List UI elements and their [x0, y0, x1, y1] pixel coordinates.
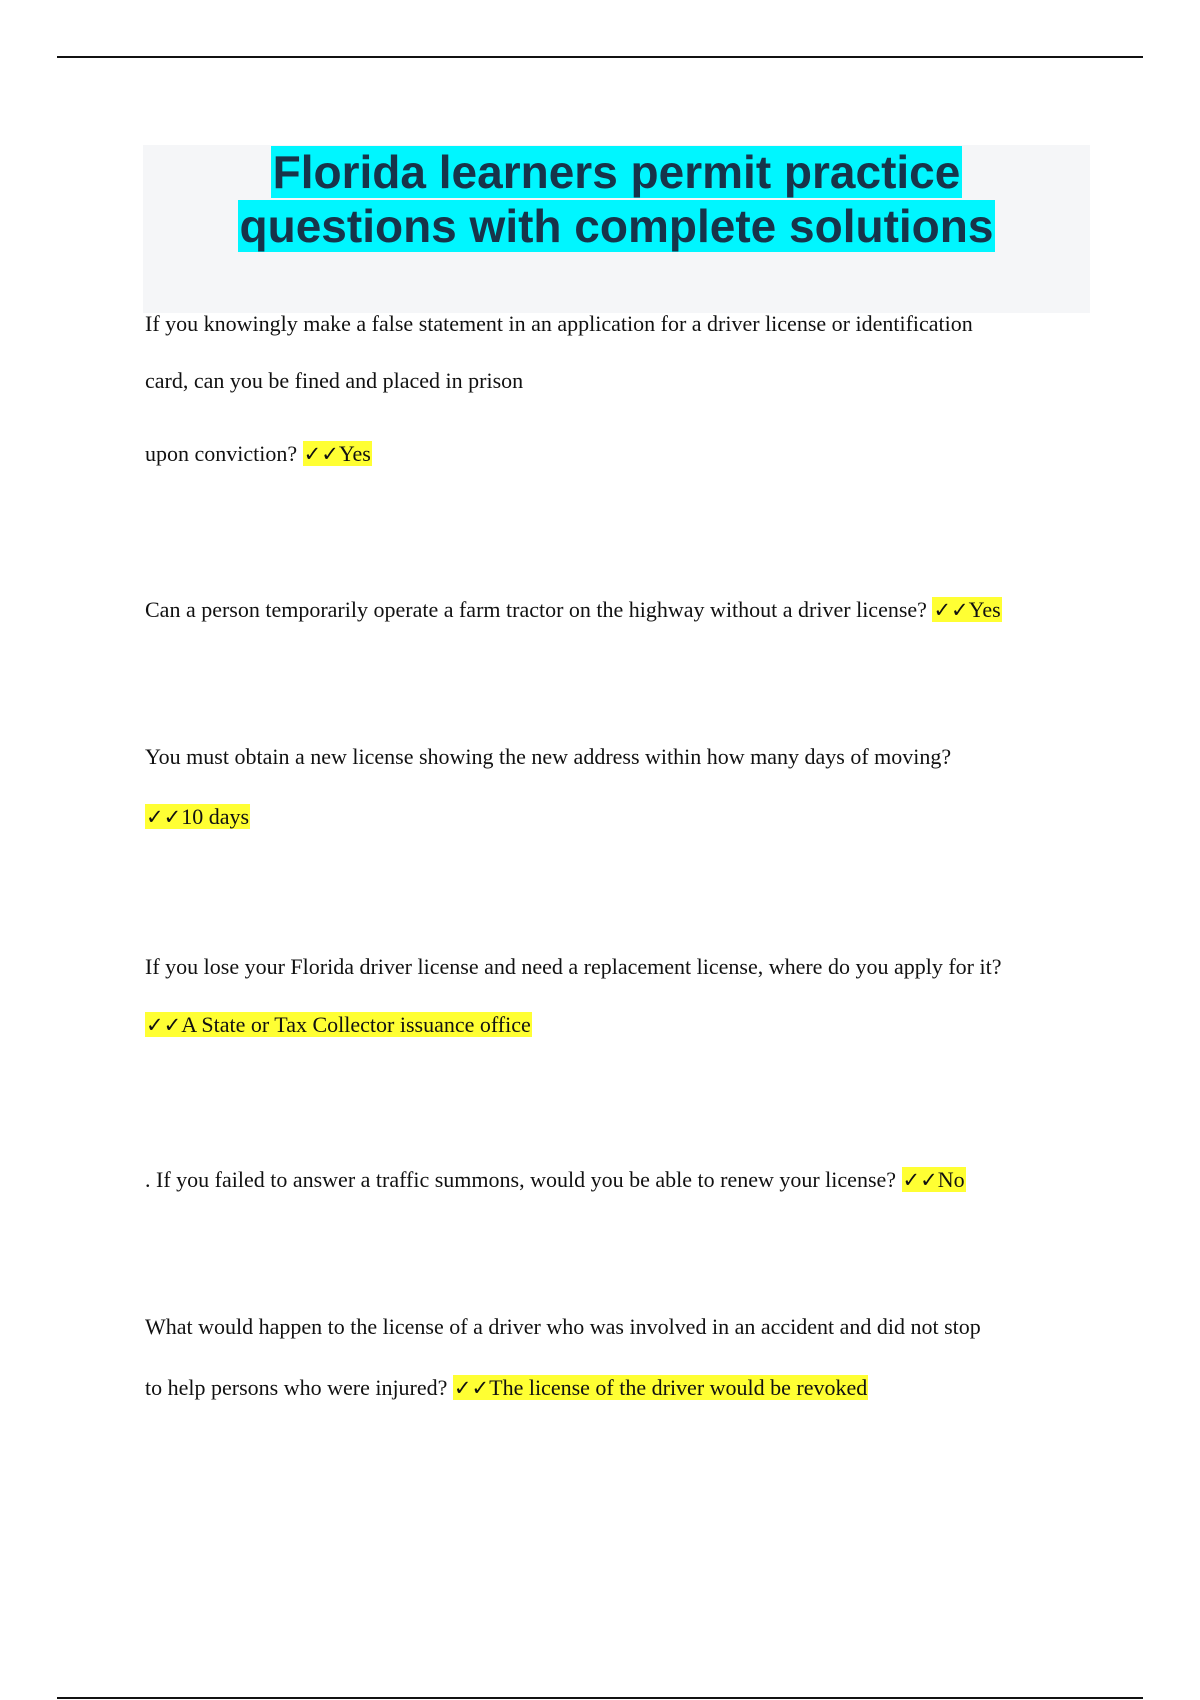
double-check-icon: ✓✓	[146, 805, 182, 829]
qa-item-3	[145, 743, 1095, 831]
answer-highlight: ✓✓Yes	[303, 441, 371, 466]
question-text: to help persons who were injured? ✓✓The license of the driver would be revoked	[145, 1375, 868, 1400]
answer-highlight: ✓✓10 days	[146, 804, 250, 829]
question-text: card, can you be fined and placed in prison	[145, 368, 524, 393]
title-block	[143, 145, 1090, 313]
qa-item-5	[145, 1166, 1095, 1194]
answer-line	[145, 1011, 1095, 1039]
question-text: If you knowingly make a false statement in an application for a driver license or identification	[145, 311, 973, 336]
double-check-icon: ✓✓	[933, 598, 969, 622]
qa-item-2	[145, 596, 1095, 624]
question-text: Can a person temporarily operate a farm tractor on the highway without a driver license? ✓✓Yes	[145, 597, 1001, 622]
question-text: If you lose your Florida driver license and need a replacement license, where do you apply for it?	[145, 954, 1002, 979]
qa-item-6	[145, 1313, 1095, 1402]
question-text: upon conviction? ✓✓Yes	[145, 441, 371, 466]
qa-item-1	[145, 310, 1095, 468]
top-rule	[57, 56, 1143, 58]
bottom-rule	[57, 1697, 1143, 1699]
answer-highlight: ✓✓No	[902, 1167, 965, 1192]
question-text: . If you failed to answer a traffic summons, would you be able to renew your license? ✓✓No	[145, 1167, 965, 1192]
qa-item-4	[145, 953, 1095, 1039]
double-check-icon: ✓✓	[453, 1376, 490, 1400]
answer-highlight: ✓✓Yes	[933, 597, 1001, 622]
double-check-icon: ✓✓	[902, 1168, 938, 1192]
double-check-icon: ✓✓	[146, 1013, 182, 1037]
title-line-2: questions with complete solutions	[239, 200, 994, 252]
answer-line	[145, 803, 1095, 831]
title-line-1: Florida learners permit practice	[272, 146, 961, 198]
double-check-icon: ✓✓	[303, 442, 339, 466]
question-text: You must obtain a new license showing the new address within how many days of moving?	[145, 744, 952, 769]
answer-highlight: ✓✓A State or Tax Collector issuance office	[146, 1012, 531, 1037]
answer-highlight: ✓✓The license of the driver would be revoked	[453, 1375, 868, 1400]
question-text: What would happen to the license of a driver who was involved in an accident and did not stop	[145, 1314, 981, 1339]
